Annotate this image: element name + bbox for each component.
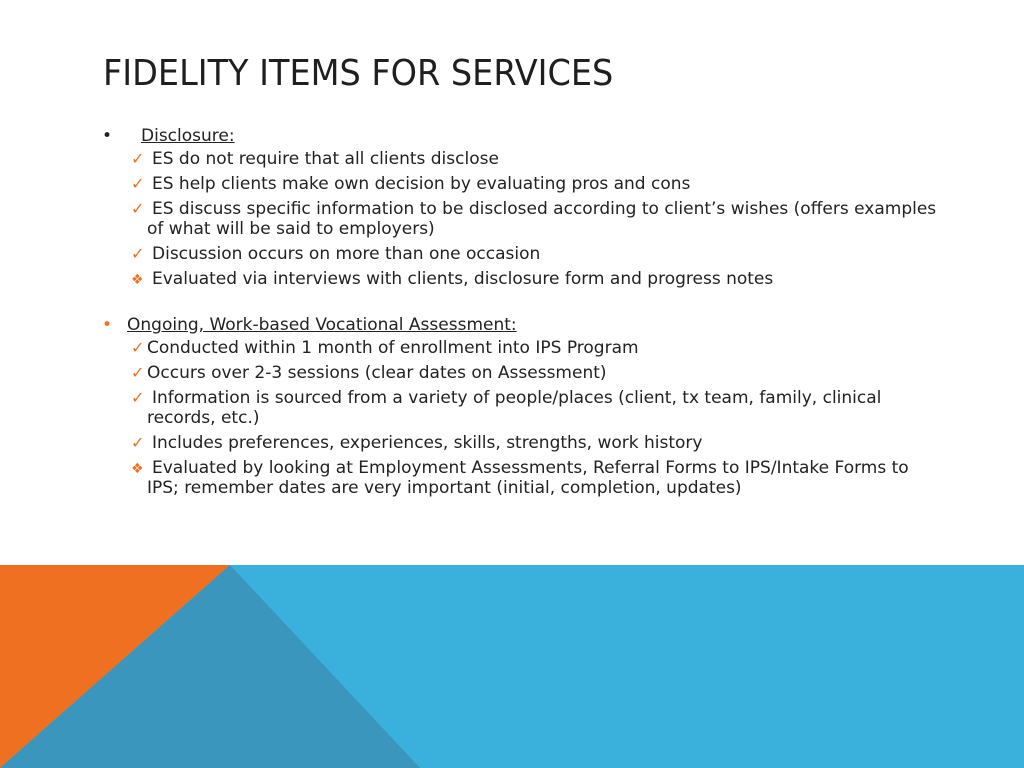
list-item-text: ES do not require that all clients disclose	[152, 149, 499, 169]
list-item	[0, 458, 1024, 498]
check-icon: ✓	[131, 433, 145, 452]
check-icon: ✓	[131, 363, 145, 382]
list-item	[0, 174, 1024, 194]
list-item	[0, 149, 1024, 169]
list-item	[0, 338, 1024, 358]
list-item	[0, 388, 1024, 428]
footer-decoration	[0, 565, 1024, 768]
section-spacer	[0, 294, 1024, 314]
list-item-text: Occurs over 2-3 sessions (clear dates on Assessment)	[147, 363, 607, 383]
list-item	[0, 433, 1024, 453]
check-icon: ✓	[131, 244, 145, 263]
list-item	[0, 269, 1024, 289]
check-icon: ✓	[131, 388, 145, 407]
list-item-text: ES help clients make own decision by evaluating pros and cons	[152, 174, 691, 194]
list-item-text: Evaluated by looking at Employment Assessments, Referral Forms to IPS/Intake Forms to IPS; remember dates are very important (initial, completion, updates)	[147, 458, 909, 498]
diamond-bullet-icon: ❖	[131, 272, 144, 288]
section-heading-row	[0, 314, 1024, 338]
check-icon: ✓	[131, 149, 145, 168]
list-item	[0, 363, 1024, 383]
check-icon: ✓	[131, 199, 145, 218]
list-item-text: ES discuss specific information to be disclosed according to client’s wishes (offers examples of what will be said to employers)	[147, 199, 937, 239]
check-icon: ✓	[131, 338, 145, 357]
diamond-bullet-icon: ❖	[131, 461, 144, 477]
slide-title: FIDELITY ITEMS FOR SERVICES	[103, 53, 614, 94]
list-item-text: Information is sourced from a variety of people/places (client, tx team, family, clinical records, etc.)	[147, 388, 882, 428]
check-icon: ✓	[131, 174, 145, 193]
bullet-icon: •	[102, 315, 113, 335]
section-disclosure	[0, 125, 1024, 289]
section-vocational-assessment	[0, 314, 1024, 498]
section-heading-row	[0, 125, 1024, 149]
list-item-text: Evaluated via interviews with clients, disclosure form and progress notes	[152, 269, 774, 289]
list-item-text: Conducted within 1 month of enrollment into IPS Program	[147, 338, 639, 358]
list-item-text: Includes preferences, experiences, skills, strengths, work history	[152, 433, 703, 453]
bullet-icon: •	[102, 126, 113, 146]
list-item	[0, 244, 1024, 264]
list-item-text: Discussion occurs on more than one occasion	[152, 244, 541, 264]
slide-content	[0, 125, 1024, 503]
section-heading: Ongoing, Work-based Vocational Assessment:	[127, 315, 517, 335]
list-item	[0, 199, 1024, 239]
section-heading: Disclosure:	[141, 126, 235, 146]
